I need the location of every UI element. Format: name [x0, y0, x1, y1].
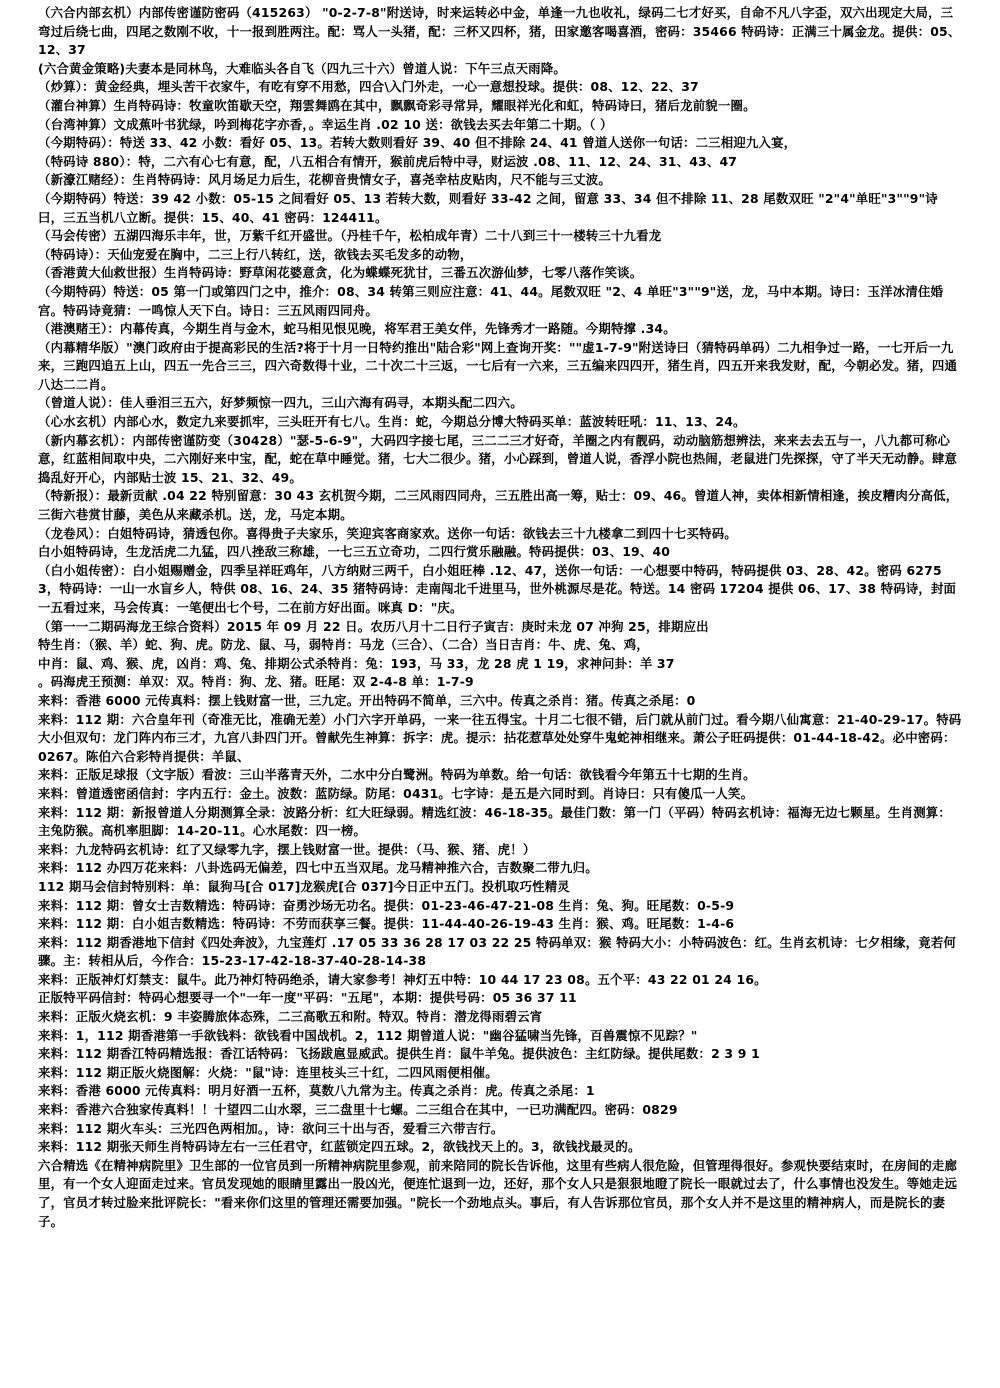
- paragraph: 六合精选《在精神病院里》卫生部的一位官员到一所精神病院里参观，前来陪同的院长告诉他，这里有些病人很危险，但管理得很好。参观快要结束时，在房间的走廊里，有一个女人迎面走过来。官员发现她的眼睛里露出一股凶光，便连忙退到一边，还好，那个女人只是狠狠地瞪了院长一眼就过去了，什么事情也没发生。等她走远了，官员才转过脸来批评院长："看来你们这里的管理还需要加强。"院长一个劲地点头。事后，有人告诉那位官员，那个女人并不是这里的精神病人，而是院长的妻子。: [38, 1157, 958, 1229]
- paragraph: 来料：112 期：新报曾道人分期测算全录：波路分析：红大旺绿弱。精选红波：46-18-35。最佳门数：第一门（平码）特码玄机诗：福海无边七颗星。生肖测算：主兔防猴。高机率胆脚：14-20-11。心水尾数：四一榜。: [38, 804, 951, 839]
- paragraph: 来料：曾道透密函信封：字内五行：金土。波数：蓝防绿。防尾：0431。七字诗：是五是六同时到。肖诗曰：只有傻瓜一人笑。: [38, 785, 754, 801]
- paragraph: 来料：香港 6000 元传真料：明月好酒一五杯，莫数八九常为主。传真之杀肖：虎。传真之杀尾：1: [38, 1083, 595, 1099]
- paragraph: 特生肖：（猴、羊）蛇、狗、虎。防龙、鼠、马，弱特肖：马龙（三合）、（二合）当日吉肖：牛、虎、兔、鸡，: [38, 637, 649, 653]
- paragraph: （特码诗）：天仙宠爱在胸中，二三上行八转红，送，欲钱去买毛发多的动物，: [38, 246, 473, 262]
- paragraph: 来料：112 期正版火烧图解：火烧："鼠"诗：连里枝头三十红，二四风雨便相催。: [38, 1064, 498, 1080]
- paragraph: （曾道人说）：佳人垂泪三五六，好梦频惊一四九，三山六海有码寻，本期头配二四六。: [38, 395, 523, 411]
- paragraph: （新濠江赌经）：生肖特码诗：风月场足力后生，花柳音贵情女子，喜尧幸枯皮贴肉，尺不能与三丈波。: [38, 172, 611, 188]
- paragraph: （台湾神算）文成蕉叶书犹绿，吟到梅花字亦香，。幸运生肖 .02 10 送：欲钱去买去年第二十期。（ ）: [38, 116, 613, 132]
- paragraph: （港澳赌王）：内幕传真，今期生肖与金木，蛇马相见恨见晚，将军君王美女伴，先锋秀才一路随。今期特撑 .34。: [38, 321, 676, 337]
- paragraph: 正版特平码信封：特码心想要寻一个"一年一度"平码："五尾"，本期：提供号码：05 36 37 11: [38, 990, 577, 1006]
- paragraph: （白小姐传密）：白小姐赐赠金，四季呈祥旺鸡年，八方纳财三两千，白小姐旺棒 .12、47，送你一句话：一心想要中特码，特码提供 03、28、42。密码 62753，特码诗：一山一水盲乡人，特供 08、16、24、35 猪特码诗：走南闯北千进里马，世外桃源尽是花。特送。14 密码 17204 提供 06、17、38 特码诗，封面一五看过来，马会传真：一笔便出七个号，二在前方好出面。咪真 D："庆。: [38, 562, 957, 615]
- paragraph: （马会传密）五湖四海乐丰年，世，万紫千红开盛世。（丹桂千午，松柏成年青）二十八到三十一楼转三十九看龙: [38, 228, 662, 244]
- paragraph: 来料：九龙特码玄机诗：红了又绿零九字，摆上钱财富一世。提供：（马、猴、猪、虎！）: [38, 841, 536, 857]
- paragraph: 来料：112 期香港地下信封《四处奔波》，九宝莲灯 .17 05 33 36 28 17 03 22 25 特码单双：猴 特码大小：小特码波色：红。生肖玄机诗：七夕相缘，竟若何骤。主：转相从后，今作合：15-23-17-42-18-37-40-28-14-38: [38, 934, 957, 969]
- paragraph: （新内幕玄机）：内部传密谨防变（30428）"瑟-5-6-9"，大码四字接七尾，三二二三才好奇，羊圈之内有靓码，动动脑筋想辨法，来来去去五与一，八九都可称心意，红蓝相间取中央，二六刚好来中宝，配，蛇在草中睡觉。猪，七大二很少。猪，小心踩到，曾道人说，香浮小院也热闹，老鼠进门先探探，守了半天无动静。肆意捣乱好开心，内部贴士波 15、21、32、49。: [38, 432, 958, 485]
- paragraph: （今期特码）特送：39 42 小数：05-15 之间看好 05、13 若转大数，则看好 33-42 之间，留意 33、34 但不排除 11、28 尾数双旺 "2"4"单旺"3""9"诗曰，三五当机八立断。提供：15、40、41 密码：124411。: [38, 190, 938, 225]
- paragraph: 中肖：鼠、鸡、猴、虎，凶肖：鸡、兔、排期公式杀特肖：兔：193，马 33，龙 28 虎 1 19，求神问卦：羊 37: [38, 655, 675, 671]
- paragraph: （炒算）：黄金经典，埋头苦干衣家牛，有吃有穿不用愁，四合\入门外走，一心一意想投球。提供：08、12、22、37: [38, 79, 699, 95]
- paragraph: 来料：112 期：白小姐吉数精选：特码诗：不劳而获享三餐。提供：11-44-40-26-19-43 生肖：猴、鸡。旺尾数：1-4-6: [38, 916, 735, 932]
- paragraph: 112 期马会信封特别料：单：鼠狗马[合 017]龙猴虎[合 037]今日正中五门。投机取巧性精灵: [38, 878, 570, 894]
- paragraph: 来料：112 期火车头：三光四色两相加。，诗：欲问三十出与否，爱看三六带吉行。: [38, 1120, 504, 1136]
- paragraph: (六合黄金策略)夫妻本是同林鸟，大难临头各自飞（四九三十六）曾道人说：下午三点天雨降。: [38, 60, 566, 76]
- paragraph: （灌台神算）生肖特码诗：牧童吹笛歇天空，翔雲舞鸥在其中，飘飘奇彩寻常异，耀眼祥光化和虹，特码诗曰，猪后龙前貌一圈。: [38, 97, 756, 113]
- paragraph: 来料：正版足球报（文字版）看波：三山半落青天外，二水中分白鹭洲。特码为单数。给一句话：欲钱看今年第五十七期的生肖。: [38, 767, 756, 783]
- paragraph: 来料：香港 6000 元传真料：摆上钱财富一世，三九定。开出特码不简单，三六中。传真之杀肖：猪。传真之杀尾：0: [38, 692, 696, 708]
- paragraph: （特新报）：最新贡献 .04 22 特别留意：30 43 玄机贺今期，二三风雨四同舟，三五胜出高一筹，贴士：09、46。曾道人神，卖体相新情相逢，挨皮糟肉分高低，三街六巷赏甘藤，美色从来藏杀机。送，龙，马定本期。: [38, 488, 959, 523]
- paragraph: 来料：正版神灯灯禁支：鼠牛。此乃神灯特码绝杀，请大家参考！神灯五中特：10 44 17 23 08。五个平：43 22 01 24 16。: [38, 971, 767, 987]
- paragraph: （今期特码）特送：05 第一门或第四门之中，推介：08、34 转第三则应注意：41、44。尾数双旺 "2、4 单旺"3""9"送，龙，马中本期。诗曰：玉洋冰清住婚宫。特码诗竟猜：一鸣惊人天下白。诗日：三五风雨四同舟。: [38, 283, 944, 318]
- paragraph: 白小姐特码诗，生龙活虎二九猛，四八挫敌三称雄，一七三五立奇功，二四行赏乐融融。特码提供：03、19、40: [38, 544, 671, 560]
- paragraph: 来料：112 办四万花来料：八卦选码无偏差，四七中五当双尾。龙马精神推六合，吉数聚二带九归。: [38, 860, 598, 876]
- paragraph: （今期特码）：特送 33、42 小数：看好 05、13。若转大数则看好 39、40 但不排除 24、41 曾道人送你一句话：二三相迎九入宴，: [38, 135, 797, 151]
- paragraph: 来料：1，112 期香港第一手欲钱料：欲钱看中国战机。2，112 期曾道人说："幽谷猛啸当先锋，百兽震惊不见踪？": [38, 1027, 698, 1043]
- paragraph: （第一一二期码海龙王综合资料）2015 年 09 月 22 日。农历八月十二日行子寅吉：庚时未龙 07 冲狗 25，排期应出: [38, 618, 709, 634]
- paragraph: （心水玄机）内部心水，数定九来要抓牢，三头旺开有七八。生肖：蛇，今期总分博大特码买单：蓝波转旺吼：11、13、24。: [38, 414, 746, 430]
- paragraph: 来料：112 期香江特码精选报：香江话特码：飞扬跋扈显威武。提供生肖：鼠牛羊兔。提供波色：主红防绿。提供尾数：2 3 9 1: [38, 1046, 760, 1062]
- paragraph: 。码海虎王预测：单双：双。特肖：狗、龙、猪。旺尾：双 2-4-8 单：1-7-9: [38, 674, 474, 690]
- paragraph: 来料：正版火烧玄机：9 丰姿腾旅体态殊，二三高歌五和附。特双。特肖：潜龙得雨碧云宵: [38, 1009, 543, 1025]
- paragraph: 来料：香港六合独家传真料！！十望四二山水翠，三二盘里十七螺。二三组合在其中，一已功满配四。密码：0829: [38, 1102, 678, 1118]
- paragraph: （特码诗 880）：特，二六有心七有意，配，八五相合有情开，猴前虎后特中寻，财运波 .08、11、12、24、31、43、47: [38, 153, 738, 169]
- paragraph: （内幕精华版）"澳门政府由于提高彩民的生活?将于十月一日特约推出"陆合彩"网上查询开奖：""虚1-7-9"附送诗曰（猜特码单码）二九相争过一路，一七开后一九来，三跑四追五上山，四五一先合三三，四六奇数得十业，二十次二十三返，一七后有一六来，三五编来四四开，猪生肖，四五开来我发财，配，今朝必发。猪，四通八达二二肖。: [38, 339, 958, 392]
- paragraph: 来料：112 期：六合皇年刊（奇准无比，准确无差）小门六字开单码，一来一往五得宝。十月二七很不错，后门就从前门过。看今期八仙寓意：21-40-29-17。特码大小但双句：龙门阵内布三才，九宫八卦四门开。曾献先生神算：拆字：虎。提示：拈花惹草处处穿牛鬼蛇神相继来。萧公子旺码提供：01-44-18-42。必中密码：0267。陈伯六合彩特肖提供：羊鼠、: [38, 711, 962, 764]
- paragraph: （香港黄大仙救世报）生肖特码诗：野草闲花婆意贪，化为蝶蝶死犹甘，三番五次游仙梦，七零八落作笑谈。: [38, 265, 643, 281]
- paragraph: 来料：112 期张天师生肖特码诗左右一三任君守，红蓝锁定四五球。2，欲钱找天上的。3，欲钱找最灵的。: [38, 1139, 641, 1155]
- paragraph: （六合内部玄机）内部传密谨防密码（415263） "0-2-7-8"附送诗，时来运转必中金，单逢一九也收礼，绿码二七才好买，自命不凡八字歪，双六出现定大局，三弯过后绕七曲，四尾之数刚不收，十一报到胜两注。配：骂人一头猪，配：三杯又四杯，猪，田家邀客喝喜酒，密码：35466 特码诗：正满三十属金龙。提供：05、12、37: [38, 5, 961, 58]
- paragraph: 来料：112 期：曾女士吉数精选：特码诗：奋勇沙场无功名。提供：01-23-46-47-21-08 生肖：兔、狗。旺尾数：0-5-9: [38, 897, 735, 913]
- paragraph: （龙卷风）：白姐特码诗，猜透包你。喜得贵子夫家乐，笑迎宾客商家欢。送你一句话：欲钱去三十九楼拿二到四十七买特码。: [38, 525, 737, 541]
